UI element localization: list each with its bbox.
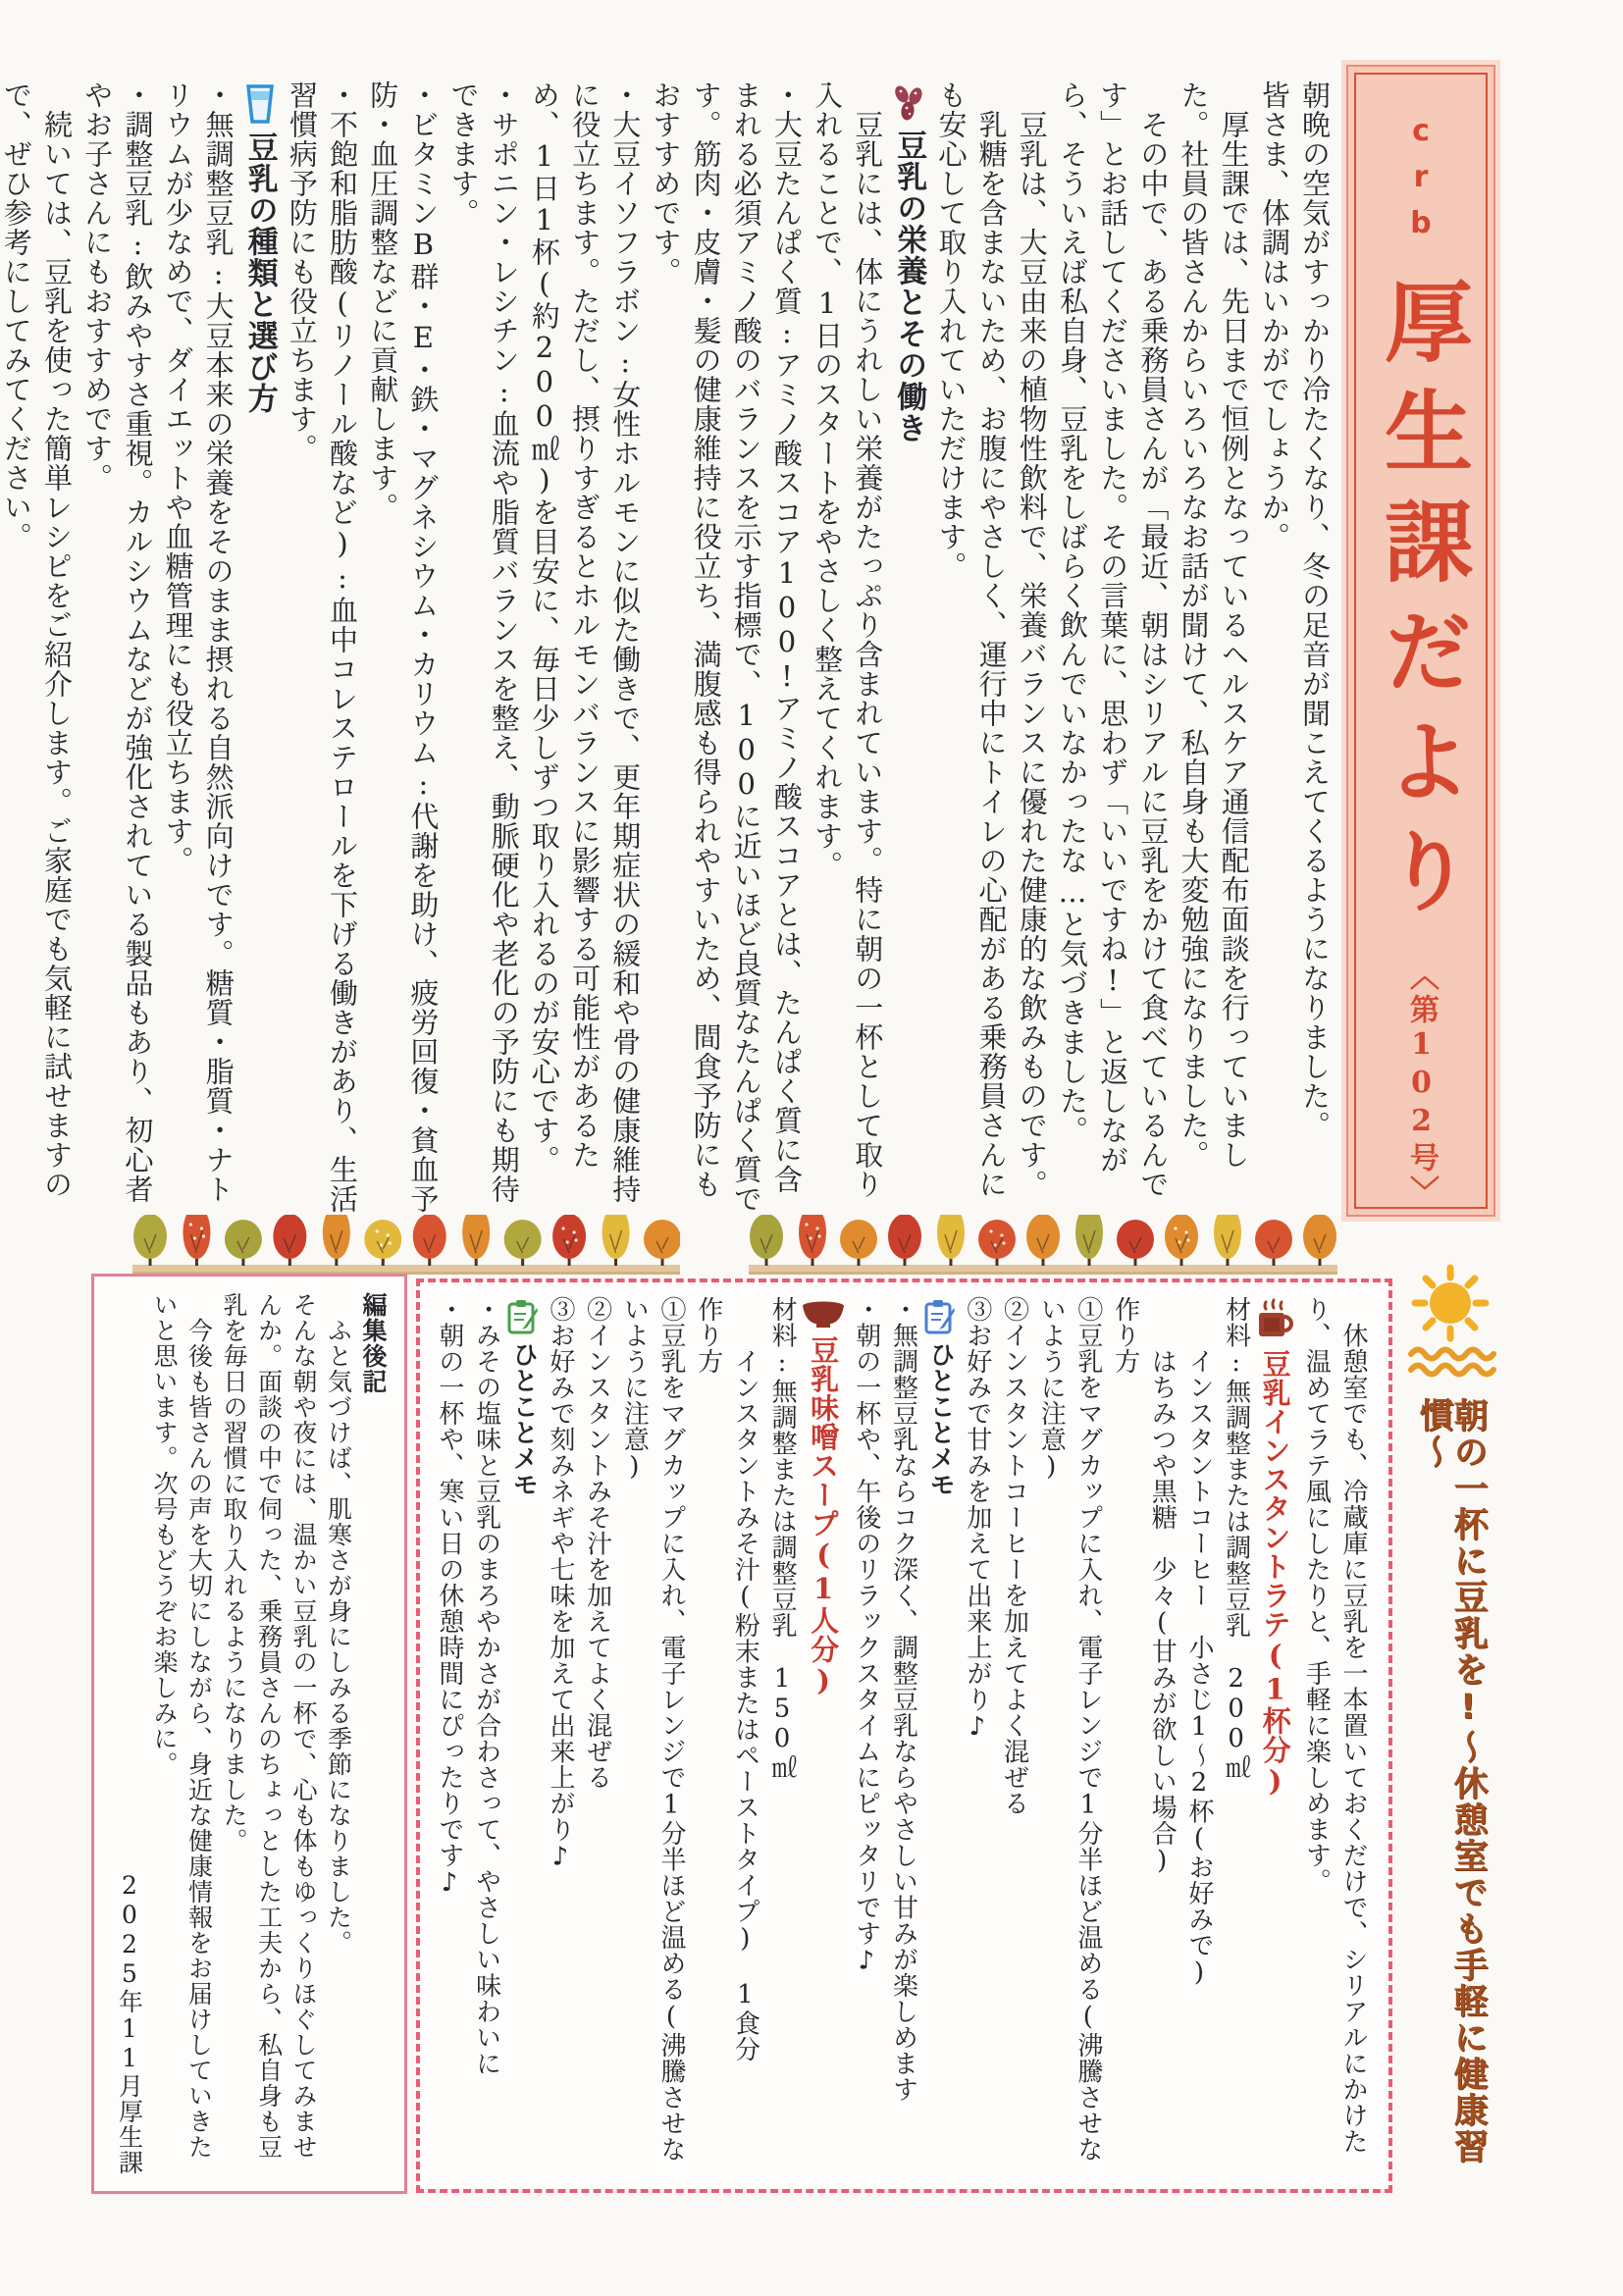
newsletter-title: 厚生課だより: [1369, 276, 1473, 935]
postscript-paragraph: そんな朝や夜には、温かい豆乳の一杯で、心も体もゆっくりほぐしてみませんか。面談の中で伺った、乗務員さんのちょっとした工夫から、私自身も豆乳を毎日の習慣に取り入れるようになりました。: [220, 1292, 318, 2160]
nutrition-bullet: ・サポニン・レシチン:血流や脂質バランスを整え、動脈硬化や老化の予防にも期待できます。: [446, 80, 521, 1204]
latte-ingredient: インスタントコーヒー 小さじ1〜2杯(お好みで): [1183, 1296, 1214, 1988]
section-heading-types: [238, 80, 282, 1215]
types-bullet: ・無調整豆乳:大豆本来の栄養をそのまま摂れる自然派向けです。糖質・脂質・ナトリウムが少なめで、ダイエットや血糖管理にも役立ちます。: [161, 80, 236, 1204]
soymilk-glass-icon: [241, 82, 279, 126]
section-heading-nutrition: [887, 80, 930, 1215]
soup-bowl-icon: [800, 1298, 847, 1330]
miso-step: ③お好みで刻みネギや七味を加えて出来上がり♪: [545, 1296, 575, 1872]
autumn-tree-border: [749, 1215, 1337, 1278]
coffee-mug-icon: [1254, 1298, 1297, 1343]
article-closing: 続いては、豆乳を使った簡単レシピをご紹介します。ご家庭でも気軽に試せますので、ぜひ参考にしてみてください。: [0, 80, 74, 1199]
masthead: [1346, 65, 1495, 1217]
postscript-heading: 編集後記: [359, 1292, 388, 1394]
latte-memo-heading: [920, 1296, 958, 2175]
latte-step: ③お好みで甘みを加えて出来上がり♪: [962, 1296, 992, 1743]
miso-steps-label: 作り方: [693, 1296, 723, 1375]
latte-steps-label: 作り方: [1110, 1296, 1140, 1375]
postscript-paragraph: 今後も皆さんの声を大切にしながら、身近な健康情報をお届けしていきたいと思います。次号もどうぞお楽しみに。: [150, 1292, 214, 2160]
feature-intro: 休憩室でも、冷蔵庫に豆乳を一本置いておくだけで、シリアルにかけたり、温めてラテ風にしたりと、手軽に楽しめます。: [1301, 1296, 1368, 2155]
nutrition-bullet: ・大豆たんぱく質:アミノ酸スコア100!アミノ酸スコアとは、たんぱく質に含まれる必須アミノ酸のバランスを示す指標で、100に近いほど良質なたんぱく質です。筋肉・皮膚・髪の健康維持に役立ち、満腹感も得られやすいため、間食予防にもおすすめです。: [649, 80, 804, 1214]
article-paragraph: 豆乳は、大豆由来の植物性飲料で、栄養バランスに優れた健康的な飲みものです。: [1015, 80, 1049, 1199]
recipe-title-text: 豆乳インスタントラテ(1杯分): [1258, 1349, 1292, 1799]
latte-step: ①豆乳をマグカップに入れ、電子レンジで1分半ほど温める(沸騰させないように注意): [1036, 1296, 1103, 2163]
main-article: [0, 80, 1335, 1215]
article-paragraph: 皆さま、体調はいかがでしょうか。: [1257, 80, 1291, 551]
miso-memo-item: ・みその塩味と豆乳のまろやかさが合わさって、やさしい味わいに: [471, 1296, 501, 2076]
memo-clipboard-icon: [506, 1298, 540, 1335]
latte-ingredient: はちみつや黒糖 少々(甘みが欲しい場合): [1147, 1296, 1178, 1876]
feature-headline-column: [1399, 1258, 1501, 2198]
miso-ingredient: 材料:無調整または調整豆乳 150㎖: [767, 1296, 798, 1780]
nutrition-lead: 豆乳には、体にうれしい栄養がたっぷり含まれています。特に朝の一杯として取り入れることで、1日のスタートをやさしく整えてくれます。: [811, 80, 885, 1199]
miso-recipe-title: [800, 1296, 847, 2175]
autumn-tree-border: [132, 1215, 680, 1278]
miso-memo-heading: [504, 1296, 542, 2175]
masthead-prefix: crb: [1403, 114, 1439, 252]
memo-clipboard-icon: [923, 1298, 957, 1335]
recipe-title-text: 豆乳味噌スープ(1人分): [807, 1335, 841, 1697]
postscript-signature: 2025年11月厚生課: [115, 1871, 144, 2175]
latte-memo-item: ・無調整豆乳ならコク深く、調整豆乳ならやさしい甘みが楽しめます: [888, 1296, 918, 2103]
section-heading-text: 豆乳の種類と選び方: [241, 131, 278, 414]
nutrition-bullet: ・大豆イソフラボン:女性ホルモンに似た働きで、更年期症状の緩和や骨の健康維持に役立ちます。ただし、摂りすぎるとホルモンバランスに影響する可能性があるため、1日1杯(約200㎖)を目安に、毎日少しずつ取り入れるのが安心です。: [527, 80, 643, 1204]
feature-headline: 朝の一杯に豆乳を!〜休憩室でも手軽に健康習慣〜: [1414, 1397, 1488, 2165]
latte-recipe-title: [1254, 1296, 1297, 2175]
types-bullet: ・調整豆乳:飲みやすさ重視。カルシウムなどが強化されている製品もあり、初心者やお子さんにもおすすめです。: [80, 80, 155, 1204]
miso-ingredient: インスタントみそ汁(粉末またはペーストタイプ) 1食分: [730, 1296, 760, 2062]
latte-step: ②インスタントコーヒーを加えてよく混ぜる: [999, 1296, 1029, 1816]
issue-number: 〈第102号〉: [1404, 961, 1439, 1209]
article-paragraph: その中で、ある乗務員さんが「最近、朝はシリアルに豆乳をかけて食べているんです」とお話してくださいました。その言葉に、思わず「いいですね!」と返しながら、そういえば私自身、豆乳をしばらく飲んでいなかったな…と気づきました。: [1055, 80, 1171, 1199]
sun-over-water-icon: [1403, 1260, 1497, 1382]
article-paragraph: 乳糖を含まないため、お腹にやさしく、運行中にトイレの心配がある乗務員さんにも安心して取り入れていただけます。: [934, 80, 1009, 1199]
postscript-box: [91, 1274, 407, 2194]
postscript-paragraph: ふと気づけば、肌寒さが身にしみる季節になりました。: [324, 1292, 353, 1956]
miso-step: ②インスタントみそ汁を加えてよく混ぜる: [582, 1296, 612, 1791]
miso-step: ①豆乳をマグカップに入れ、電子レンジで1分半ほど温める(沸騰させないように注意): [619, 1296, 686, 2163]
nutrition-bullet: ・不飽和脂肪酸(リノール酸など):血中コレステロールを下げる働きがあり、生活習慣病予防にも役立ちます。: [285, 80, 360, 1214]
miso-memo-item: ・朝の一杯や、寒い日の休憩時間にぴったりです♪: [434, 1296, 464, 1899]
soybeans-icon: [889, 82, 928, 124]
article-paragraph: 朝晩の空気がすっかり冷たくなり、冬の足音が聞こえてくるようになりました。: [1298, 80, 1332, 1140]
memo-heading-text: ひとことメモ: [925, 1341, 956, 1497]
recipe-box: [416, 1278, 1392, 2193]
memo-heading-text: ひとことメモ: [508, 1341, 539, 1497]
latte-memo-item: ・朝の一杯や、午後のリラックスタイムにピッタリです♪: [851, 1296, 881, 1976]
article-paragraph: 厚生課では、先日まで恒例となっているヘルスケア通信配布面談を行っていました。社員の皆さんからいろいろなお話が聞けて、私自身も大変勉強になりました。: [1177, 80, 1251, 1170]
nutrition-bullet: ・ビタミンB群・E・鉄・マグネシウム・カリウム:代謝を助け、疲労回復・貧血予防・血圧調整などに貢献します。: [366, 80, 441, 1214]
latte-ingredient: 材料:無調整または調整豆乳 200㎖: [1221, 1296, 1251, 1780]
section-heading-text: 豆乳の栄養とその働き: [891, 130, 927, 444]
